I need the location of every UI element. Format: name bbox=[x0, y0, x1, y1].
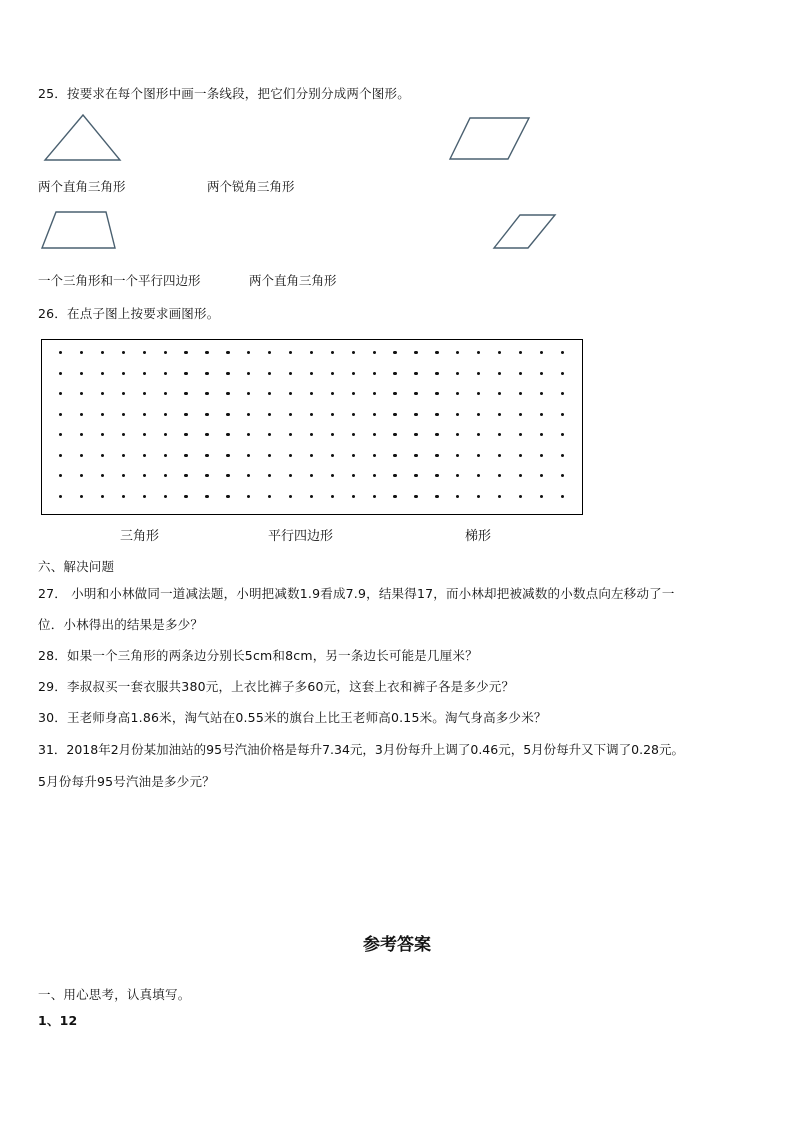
q27-line2: 位．小林得出的结果是多少？ bbox=[38, 617, 204, 632]
grid-dot[interactable] bbox=[373, 474, 376, 477]
grid-dot[interactable] bbox=[393, 495, 396, 498]
grid-dot[interactable] bbox=[59, 474, 62, 477]
grid-dot[interactable] bbox=[101, 392, 104, 395]
q30-text: 30．王老师身高1.86米，淘气站在0.55米的旗台上比王老师高0.15米。淘气身高多少米？ bbox=[38, 710, 547, 725]
grid-dot[interactable] bbox=[59, 392, 62, 395]
grid-dot[interactable] bbox=[184, 495, 187, 498]
grid-dot[interactable] bbox=[226, 372, 229, 375]
grid-dot[interactable] bbox=[414, 372, 417, 375]
grid-dot[interactable] bbox=[477, 433, 480, 436]
triangle-shape bbox=[43, 113, 123, 162]
grid-dot[interactable] bbox=[393, 454, 396, 457]
grid-dot[interactable] bbox=[393, 474, 396, 477]
grid-dot[interactable] bbox=[435, 413, 438, 416]
grid-dot[interactable] bbox=[331, 351, 334, 354]
grid-dot[interactable] bbox=[184, 474, 187, 477]
grid-dot[interactable] bbox=[477, 413, 480, 416]
grid-dot[interactable] bbox=[143, 474, 146, 477]
grid-dot[interactable] bbox=[352, 433, 355, 436]
grid-dot[interactable] bbox=[435, 495, 438, 498]
grid-dot[interactable] bbox=[268, 351, 271, 354]
grid-dot[interactable] bbox=[247, 433, 250, 436]
grid-dot[interactable] bbox=[80, 474, 83, 477]
grid-dot[interactable] bbox=[456, 392, 459, 395]
grid-dot[interactable] bbox=[268, 454, 271, 457]
grid-dot[interactable] bbox=[456, 351, 459, 354]
grid-dot[interactable] bbox=[80, 413, 83, 416]
grid-dot[interactable] bbox=[456, 495, 459, 498]
grid-dot[interactable] bbox=[101, 351, 104, 354]
grid-dot[interactable] bbox=[310, 474, 313, 477]
grid-dot[interactable] bbox=[247, 392, 250, 395]
grid-dot[interactable] bbox=[80, 351, 83, 354]
grid-dot[interactable] bbox=[143, 433, 146, 436]
grid-dot[interactable] bbox=[122, 454, 125, 457]
grid-dot[interactable] bbox=[456, 474, 459, 477]
grid-dot[interactable] bbox=[331, 413, 334, 416]
grid-dot[interactable] bbox=[498, 495, 501, 498]
grid-dot[interactable] bbox=[184, 454, 187, 457]
q25-caption-right-triangles: 两个直角三角形 bbox=[38, 179, 126, 194]
grid-dot[interactable] bbox=[498, 372, 501, 375]
grid-dot[interactable] bbox=[289, 474, 292, 477]
q25-caption-right-triangles-2: 两个直角三角形 bbox=[249, 273, 337, 288]
grid-dot[interactable] bbox=[519, 495, 522, 498]
grid-dot[interactable] bbox=[226, 433, 229, 436]
grid-dot[interactable] bbox=[477, 474, 480, 477]
grid-dot[interactable] bbox=[414, 392, 417, 395]
grid-dot[interactable] bbox=[143, 495, 146, 498]
grid-dot[interactable] bbox=[122, 372, 125, 375]
grid-dot[interactable] bbox=[393, 392, 396, 395]
grid-dot[interactable] bbox=[164, 474, 167, 477]
grid-dot[interactable] bbox=[80, 495, 83, 498]
grid-dot[interactable] bbox=[310, 433, 313, 436]
grid-dot[interactable] bbox=[164, 495, 167, 498]
q26-text: 26．在点子图上按要求画图形。 bbox=[38, 306, 220, 321]
grid-dot[interactable] bbox=[373, 351, 376, 354]
grid-dot[interactable] bbox=[122, 433, 125, 436]
grid-dot[interactable] bbox=[435, 474, 438, 477]
grid-dot[interactable] bbox=[247, 351, 250, 354]
grid-dot[interactable] bbox=[143, 413, 146, 416]
grid-dot[interactable] bbox=[456, 413, 459, 416]
grid-dot[interactable] bbox=[289, 372, 292, 375]
q31-line1: 31．2018年2月份某加油站的95号汽油价格是每升7.34元，3月份每升上调了0.46元，5月份每升又下调了0.28元。 bbox=[38, 742, 684, 757]
grid-dot[interactable] bbox=[498, 454, 501, 457]
q31-line2: 5月份每升95号汽油是多少元？ bbox=[38, 774, 215, 789]
grid-dot[interactable] bbox=[456, 372, 459, 375]
grid-dot[interactable] bbox=[59, 454, 62, 457]
grid-dot[interactable] bbox=[268, 495, 271, 498]
grid-dot[interactable] bbox=[435, 392, 438, 395]
grid-dot[interactable] bbox=[393, 372, 396, 375]
grid-dot[interactable] bbox=[331, 474, 334, 477]
grid-label-parallelogram: 平行四边形 bbox=[268, 529, 334, 544]
grid-dot[interactable] bbox=[414, 454, 417, 457]
grid-dot[interactable] bbox=[205, 495, 208, 498]
grid-dot[interactable] bbox=[101, 413, 104, 416]
grid-dot[interactable] bbox=[101, 474, 104, 477]
grid-dot[interactable] bbox=[352, 474, 355, 477]
grid-dot[interactable] bbox=[59, 351, 62, 354]
grid-label-trapezoid: 梯形 bbox=[465, 529, 492, 544]
grid-dot[interactable] bbox=[414, 433, 417, 436]
grid-dot[interactable] bbox=[540, 392, 543, 395]
grid-dot[interactable] bbox=[519, 372, 522, 375]
grid-dot[interactable] bbox=[331, 392, 334, 395]
grid-dot[interactable] bbox=[80, 433, 83, 436]
grid-dot[interactable] bbox=[101, 433, 104, 436]
q29-text: 29．李叔叔买一套衣服共380元，上衣比裤子多60元，这套上衣和裤子各是多少元？ bbox=[38, 679, 515, 694]
grid-dot[interactable] bbox=[393, 351, 396, 354]
grid-dot[interactable] bbox=[373, 392, 376, 395]
grid-dot[interactable] bbox=[498, 392, 501, 395]
grid-dot[interactable] bbox=[414, 413, 417, 416]
grid-dot[interactable] bbox=[226, 454, 229, 457]
grid-dot[interactable] bbox=[184, 433, 187, 436]
grid-dot[interactable] bbox=[310, 351, 313, 354]
grid-dot[interactable] bbox=[393, 413, 396, 416]
grid-dot[interactable] bbox=[143, 392, 146, 395]
grid-dot[interactable] bbox=[247, 454, 250, 457]
grid-dot[interactable] bbox=[373, 495, 376, 498]
grid-dot[interactable] bbox=[414, 351, 417, 354]
grid-dot[interactable] bbox=[289, 413, 292, 416]
grid-dot[interactable] bbox=[122, 413, 125, 416]
grid-dot[interactable] bbox=[164, 413, 167, 416]
grid-dot[interactable] bbox=[289, 351, 292, 354]
grid-dot[interactable] bbox=[331, 372, 334, 375]
grid-dot[interactable] bbox=[122, 351, 125, 354]
grid-dot[interactable] bbox=[268, 433, 271, 436]
grid-dot[interactable] bbox=[540, 372, 543, 375]
grid-dot[interactable] bbox=[540, 495, 543, 498]
answers-title: 参考答案 bbox=[363, 935, 431, 955]
grid-dot[interactable] bbox=[435, 454, 438, 457]
grid-dot[interactable] bbox=[561, 351, 564, 354]
grid-dot[interactable] bbox=[373, 372, 376, 375]
grid-dot[interactable] bbox=[289, 392, 292, 395]
grid-dot[interactable] bbox=[143, 351, 146, 354]
grid-dot[interactable] bbox=[498, 351, 501, 354]
grid-dot[interactable] bbox=[184, 351, 187, 354]
grid-dot[interactable] bbox=[519, 474, 522, 477]
grid-dot[interactable] bbox=[561, 474, 564, 477]
grid-dot[interactable] bbox=[268, 474, 271, 477]
grid-dot[interactable] bbox=[310, 413, 313, 416]
section-title-problem-solving: 六、解决问题 bbox=[38, 559, 115, 574]
grid-dot[interactable] bbox=[184, 372, 187, 375]
grid-dot[interactable] bbox=[373, 433, 376, 436]
grid-dot[interactable] bbox=[143, 372, 146, 375]
grid-dot[interactable] bbox=[226, 392, 229, 395]
answer-item-1: 1、12 bbox=[38, 1013, 78, 1028]
grid-dot[interactable] bbox=[226, 495, 229, 498]
grid-dot[interactable] bbox=[101, 454, 104, 457]
grid-dot[interactable] bbox=[289, 495, 292, 498]
grid-dot[interactable] bbox=[498, 474, 501, 477]
grid-dot[interactable] bbox=[435, 351, 438, 354]
grid-dot[interactable] bbox=[498, 433, 501, 436]
grid-dot[interactable] bbox=[477, 495, 480, 498]
grid-dot[interactable] bbox=[331, 433, 334, 436]
grid-dot[interactable] bbox=[456, 433, 459, 436]
grid-dot[interactable] bbox=[561, 454, 564, 457]
grid-dot[interactable] bbox=[373, 413, 376, 416]
grid-dot[interactable] bbox=[101, 372, 104, 375]
grid-dot[interactable] bbox=[205, 474, 208, 477]
grid-dot[interactable] bbox=[540, 474, 543, 477]
q28-text: 28．如果一个三角形的两条边分别长5cm和8cm，另一条边长可能是几厘米？ bbox=[38, 648, 478, 663]
grid-dot[interactable] bbox=[352, 351, 355, 354]
grid-dot[interactable] bbox=[540, 413, 543, 416]
grid-dot[interactable] bbox=[164, 372, 167, 375]
grid-dot[interactable] bbox=[122, 495, 125, 498]
grid-dot[interactable] bbox=[164, 392, 167, 395]
grid-dot[interactable] bbox=[122, 474, 125, 477]
grid-label-triangle: 三角形 bbox=[120, 529, 160, 544]
grid-dot[interactable] bbox=[164, 433, 167, 436]
grid-dot[interactable] bbox=[247, 372, 250, 375]
grid-dot[interactable] bbox=[80, 454, 83, 457]
grid-dot[interactable] bbox=[561, 372, 564, 375]
grid-dot[interactable] bbox=[205, 392, 208, 395]
grid-dot[interactable] bbox=[561, 433, 564, 436]
q25-text: 25．按要求在每个图形中画一条线段，把它们分别分成两个图形。 bbox=[38, 86, 410, 101]
grid-dot[interactable] bbox=[519, 351, 522, 354]
parallelogram-shape bbox=[448, 116, 532, 161]
grid-dot[interactable] bbox=[310, 372, 313, 375]
grid-dot[interactable] bbox=[540, 454, 543, 457]
grid-dot[interactable] bbox=[310, 495, 313, 498]
grid-dot[interactable] bbox=[143, 454, 146, 457]
grid-dot[interactable] bbox=[561, 413, 564, 416]
grid-dot[interactable] bbox=[414, 474, 417, 477]
grid-dot[interactable] bbox=[205, 433, 208, 436]
grid-dot[interactable] bbox=[331, 495, 334, 498]
grid-dot[interactable] bbox=[310, 392, 313, 395]
grid-dot[interactable] bbox=[477, 392, 480, 395]
grid-dot[interactable] bbox=[122, 392, 125, 395]
grid-dot[interactable] bbox=[101, 495, 104, 498]
q27-line1: 27． 小明和小林做同一道减法题，小明把减数1.9看成7.9，结果得17，而小林却把被减数的小数点向左移动了一 bbox=[38, 586, 675, 601]
grid-dot[interactable] bbox=[226, 413, 229, 416]
q25-caption-acute-triangles: 两个锐角三角形 bbox=[207, 179, 295, 194]
grid-dot[interactable] bbox=[352, 454, 355, 457]
grid-dot[interactable] bbox=[519, 454, 522, 457]
grid-dot[interactable] bbox=[519, 392, 522, 395]
grid-dot[interactable] bbox=[456, 454, 459, 457]
grid-dot[interactable] bbox=[59, 495, 62, 498]
grid-dot[interactable] bbox=[373, 454, 376, 457]
grid-dot[interactable] bbox=[477, 351, 480, 354]
grid-dot[interactable] bbox=[310, 454, 313, 457]
grid-dot[interactable] bbox=[352, 495, 355, 498]
grid-dot[interactable] bbox=[289, 454, 292, 457]
grid-dot[interactable] bbox=[477, 372, 480, 375]
grid-dot[interactable] bbox=[205, 454, 208, 457]
grid-dot[interactable] bbox=[247, 495, 250, 498]
grid-dot[interactable] bbox=[289, 433, 292, 436]
grid-dot[interactable] bbox=[247, 413, 250, 416]
q25-caption-triangle-parallelogram: 一个三角形和一个平行四边形 bbox=[38, 273, 201, 288]
grid-dot[interactable] bbox=[352, 392, 355, 395]
grid-dot[interactable] bbox=[477, 454, 480, 457]
grid-dot[interactable] bbox=[268, 372, 271, 375]
grid-dot[interactable] bbox=[226, 351, 229, 354]
grid-dot[interactable] bbox=[561, 495, 564, 498]
dot-grid[interactable] bbox=[41, 339, 583, 515]
grid-dot[interactable] bbox=[519, 433, 522, 436]
grid-dot[interactable] bbox=[540, 433, 543, 436]
grid-dot[interactable] bbox=[59, 413, 62, 416]
grid-dot[interactable] bbox=[352, 413, 355, 416]
grid-dot[interactable] bbox=[205, 372, 208, 375]
grid-dot[interactable] bbox=[247, 474, 250, 477]
grid-dot[interactable] bbox=[226, 474, 229, 477]
grid-dot[interactable] bbox=[205, 413, 208, 416]
grid-dot[interactable] bbox=[80, 372, 83, 375]
grid-dot[interactable] bbox=[80, 392, 83, 395]
grid-dot[interactable] bbox=[435, 372, 438, 375]
grid-dot[interactable] bbox=[561, 392, 564, 395]
grid-dot[interactable] bbox=[393, 433, 396, 436]
grid-dot[interactable] bbox=[205, 351, 208, 354]
grid-dot[interactable] bbox=[164, 351, 167, 354]
grid-dot[interactable] bbox=[435, 433, 438, 436]
grid-dot[interactable] bbox=[352, 372, 355, 375]
grid-dot[interactable] bbox=[184, 413, 187, 416]
grid-dot[interactable] bbox=[331, 454, 334, 457]
grid-dot[interactable] bbox=[268, 413, 271, 416]
grid-dot[interactable] bbox=[498, 413, 501, 416]
grid-dot[interactable] bbox=[414, 495, 417, 498]
grid-dot[interactable] bbox=[164, 454, 167, 457]
trapezoid-shape bbox=[40, 210, 118, 250]
answers-section-1: 一、用心思考，认真填写。 bbox=[38, 987, 191, 1002]
grid-dot[interactable] bbox=[519, 413, 522, 416]
grid-dot[interactable] bbox=[59, 433, 62, 436]
grid-dot[interactable] bbox=[268, 392, 271, 395]
grid-dot[interactable] bbox=[184, 392, 187, 395]
grid-dot[interactable] bbox=[540, 351, 543, 354]
rhombus-shape bbox=[492, 213, 558, 251]
grid-dot[interactable] bbox=[59, 372, 62, 375]
